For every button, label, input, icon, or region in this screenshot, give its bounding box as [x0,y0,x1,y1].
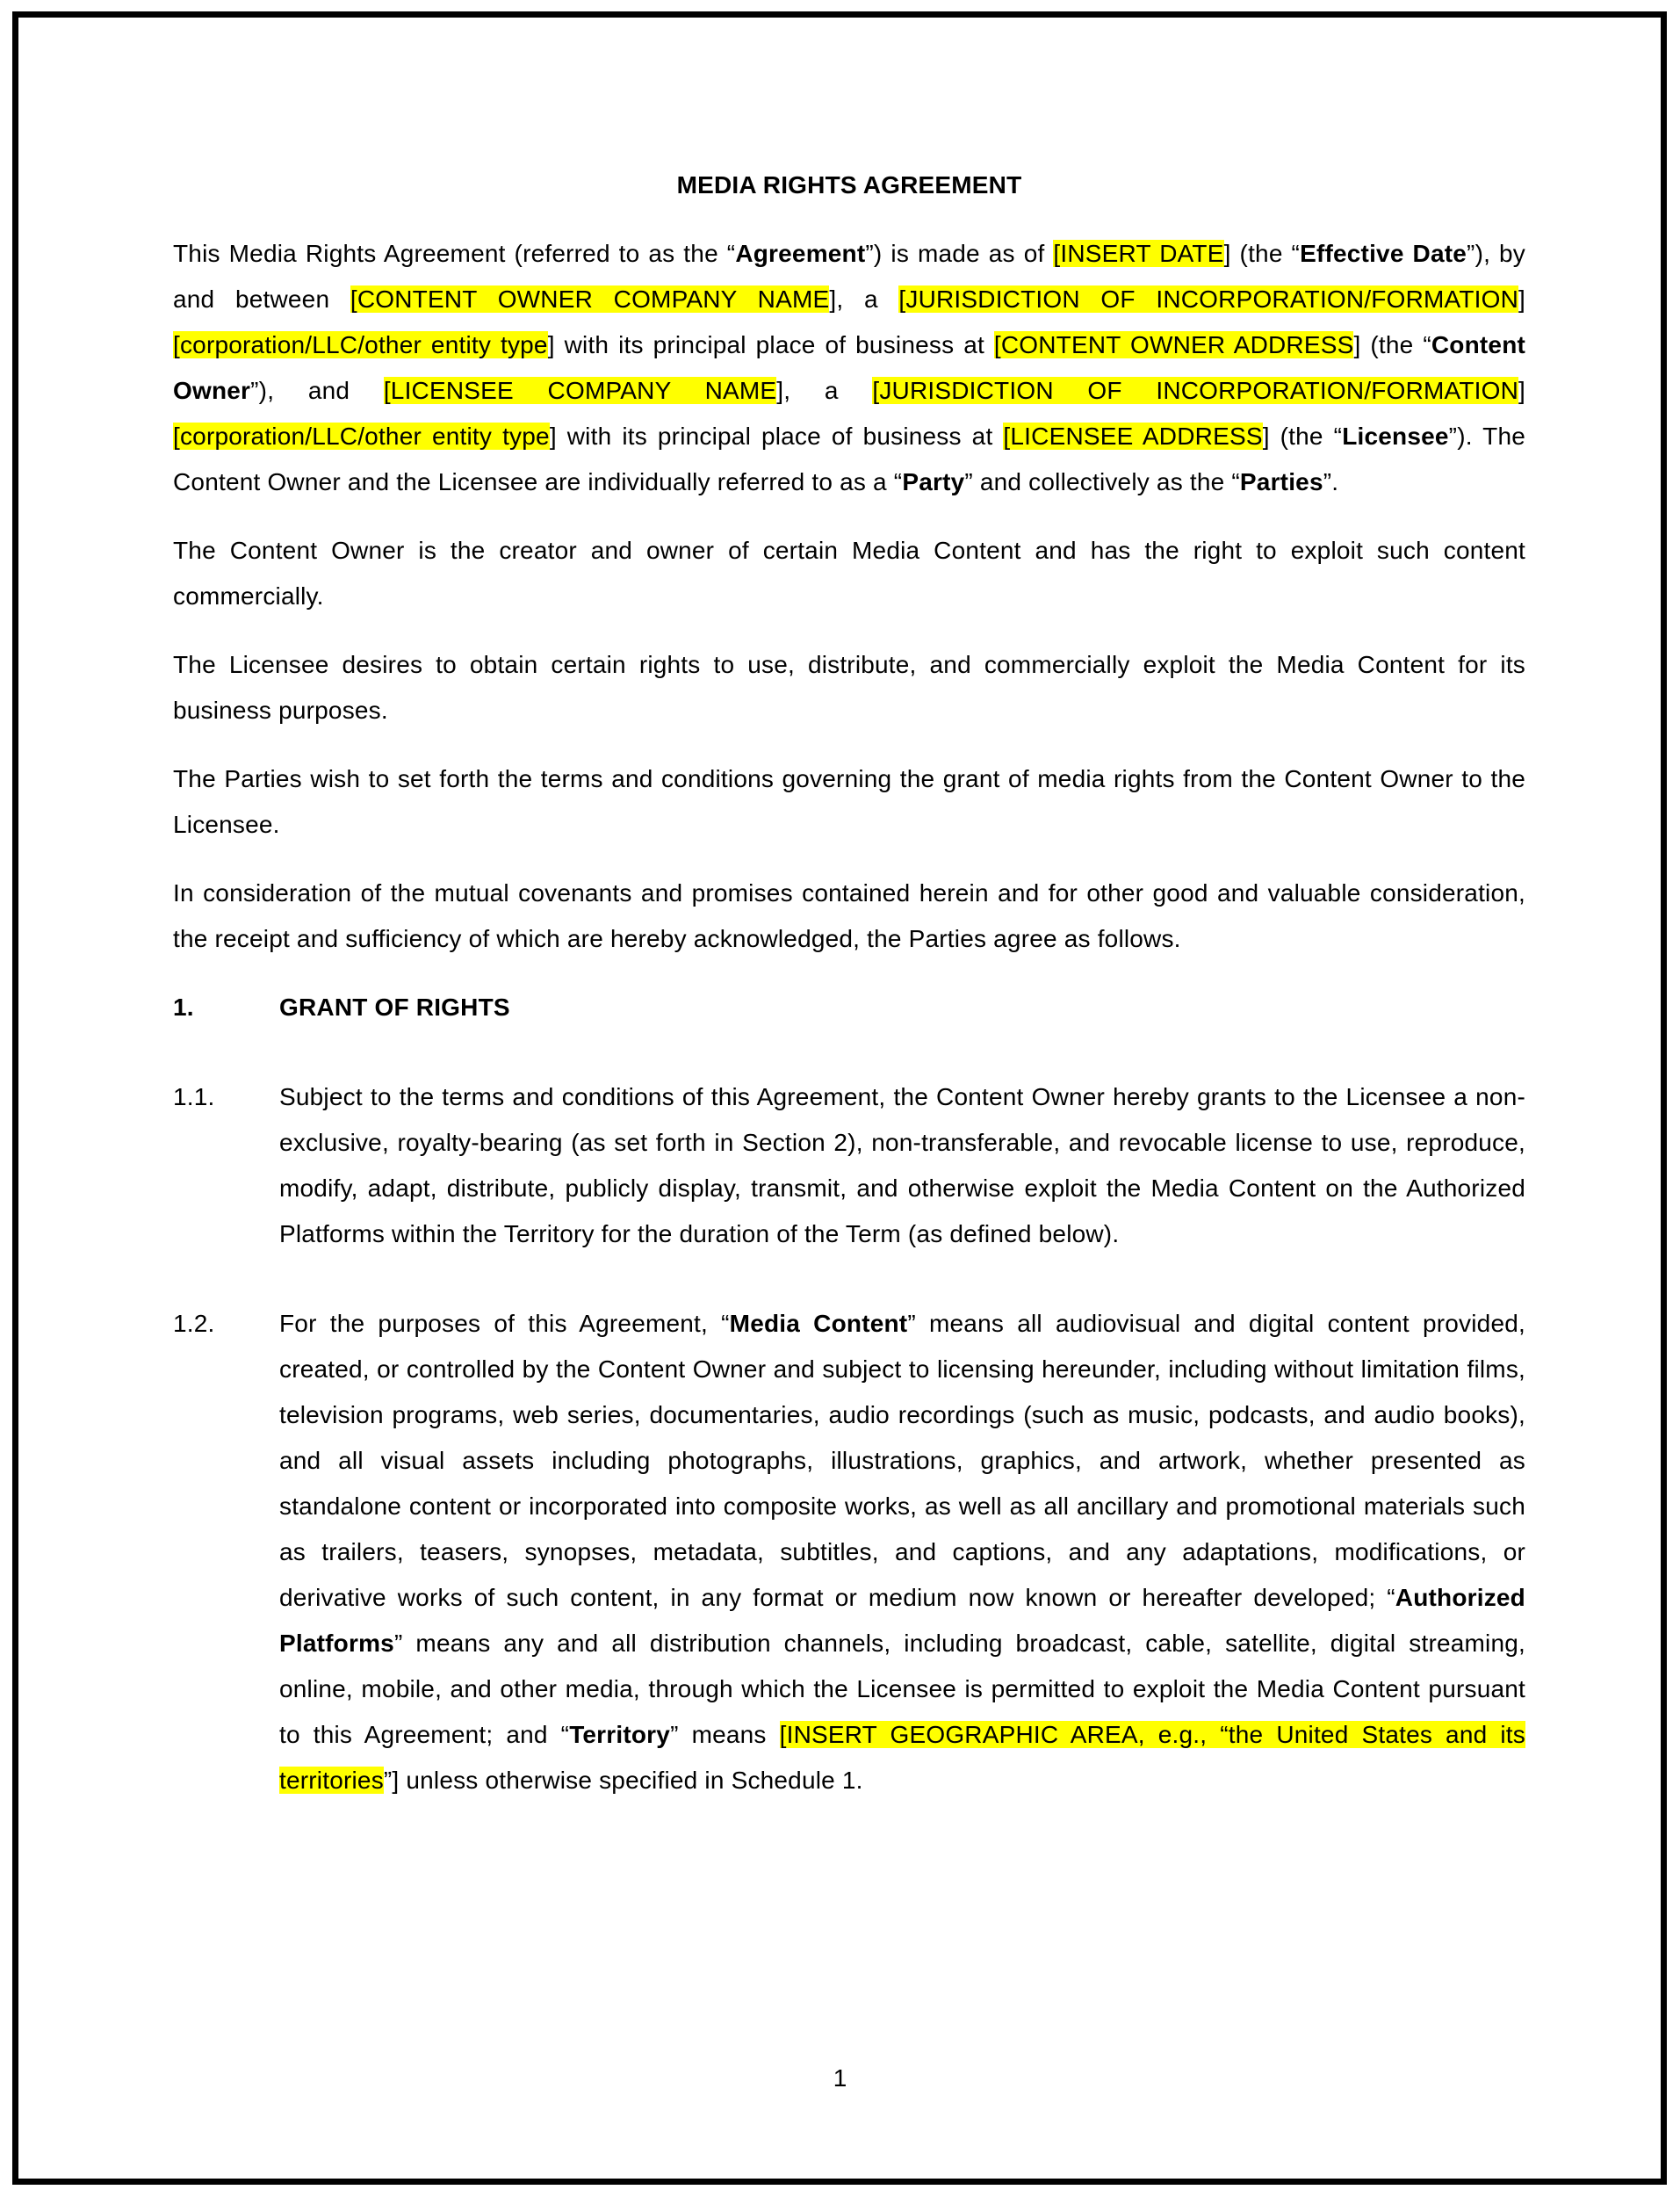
body-paragraph [173,231,1525,505]
text-run: Agreement [735,240,866,267]
highlighted-placeholder: [INSERT DATE [1053,240,1224,267]
text-run: Licensee [1342,423,1449,450]
text-run: In consideration of the mutual covenants and promises contained herein and for other good and valuable consideration, the receipt and sufficiency of which are hereby acknowledged, the Parties agree as follows. [173,879,1525,952]
text-run: The Parties wish to set forth the terms and conditions governing the grant of media rights from the Content Owner to the Licensee. [173,765,1525,838]
highlighted-placeholder: [LICENSEE ADDRESS [1003,423,1263,450]
document-title: MEDIA RIGHTS AGREEMENT [676,171,1022,199]
text-run: ] (the “ [1262,423,1343,450]
text-run: ] [1518,377,1525,404]
highlighted-placeholder: [CONTENT OWNER COMPANY NAME [350,285,830,313]
body-paragraph [173,642,1525,734]
text-run: ] (the “ [1353,331,1431,358]
text-run: ] (the “ [1223,240,1301,267]
text-run: Effective Date [1300,240,1467,267]
text-run: The Licensee desires to obtain certain rights to use, distribute, and commercially exploit the Media Content for its business purposes. [173,651,1525,724]
text-run: Territory [569,1721,671,1748]
highlighted-placeholder: [INSERT GEOGRAPHIC AREA, e.g., “the United States and its territories [279,1721,1525,1794]
highlighted-placeholder: [CONTENT OWNER ADDRESS [993,331,1354,358]
highlighted-placeholder: [corporation/LLC/other entity type [173,423,550,450]
highlighted-placeholder: [LICENSEE COMPANY NAME [383,377,777,404]
clause-number: 1.1. [173,1083,215,1110]
text-run: GRANT OF RIGHTS [279,994,510,1021]
text-run: ] with its principal place of business at [547,331,994,358]
clause-number: 1.2. [173,1310,215,1337]
clause-number: 1. [173,994,194,1021]
text-run: ], a [829,285,899,313]
text-run: ” means all audiovisual and digital content provided, created, or controlled by the Content Owner and subject to licensing hereunder, including without limitation films, television programs, web series, documentaries, audio recordings (such as music, podcasts, and audio books), and all visual assets including photographs, illustrations, graphics, and artwork, whether presented as standalone content or incorporated into composite works, as well as all ancillary and promotional materials such as trailers, teasers, synopses, metadata, subtitles, and captions, and any adaptations, modifications, or derivative works of such content, in any format or medium now known or hereafter developed; “ [279,1310,1525,1611]
section-heading [173,985,1525,1030]
body-paragraph [173,871,1525,962]
text-run: ” and collectively as the “ [964,468,1240,495]
highlighted-placeholder: [JURISDICTION OF INCORPORATION/FORMATION [872,377,1519,404]
text-run: ”] unless otherwise specified in Schedule 1. [383,1767,863,1794]
text-run: ”), by and between [173,240,1526,313]
clause-paragraph [173,1301,1525,1803]
text-run: Party [902,468,965,495]
text-run: Subject to the terms and conditions of this Agreement, the Content Owner hereby grants to the Licensee a non-exclusive, royalty-bearing (as set forth in Section 2), non-transferable, and revocable license to use, reproduce, modify, adapt, distribute, publicly display, transmit, and otherwise exploit the Media Content on the Authorized Platforms within the Territory for the duration of the Term (as defined below). [279,1083,1525,1247]
text-run: This Media Rights Agreement (referred to as the “ [173,240,736,267]
text-run: For the purposes of this Agreement, “ [279,1310,730,1337]
highlighted-placeholder: [JURISDICTION OF INCORPORATION/FORMATION [898,285,1519,313]
page-number: 1 [833,2064,847,2092]
highlighted-placeholder: [corporation/LLC/other entity type [173,331,548,358]
text-run: ”). The Content Owner and the Licensee are individually referred to as a “ [173,423,1526,495]
body-paragraph [173,528,1525,619]
text-run: The Content Owner is the creator and owner of certain Media Content and has the right to exploit such content commercially. [173,537,1525,610]
text-run: ] [1518,285,1525,313]
document-body [173,231,1525,1803]
document-content [173,163,1525,1847]
text-run: ] with its principal place of business at [549,423,1004,450]
text-run: Authorized Platforms [279,1584,1525,1657]
clause-paragraph [173,1074,1525,1257]
body-paragraph [173,756,1525,848]
text-run: ”), and [250,377,384,404]
text-run: Content Owner [173,331,1526,404]
text-run: ” means [670,1721,780,1748]
text-run: Parties [1239,468,1323,495]
text-run: ” means any and all distribution channels, including broadcast, cable, satellite, digital streaming, online, mobile, and other media, through which the Licensee is permitted to exploit the Media Content pursuant to this Agreement; and “ [279,1630,1525,1748]
text-run: Media Content [729,1310,908,1337]
text-run: ”) is made as of [865,240,1054,267]
text-run: ], a [776,377,873,404]
text-run: ”. [1323,468,1339,495]
